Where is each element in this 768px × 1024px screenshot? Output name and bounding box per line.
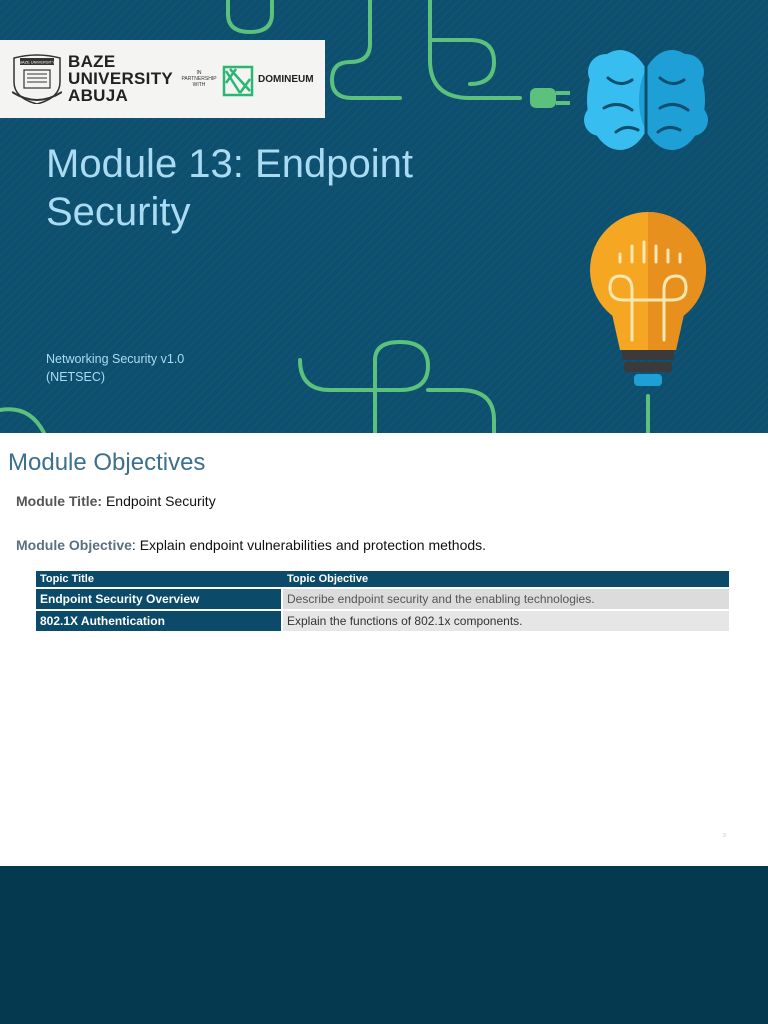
module-title-line <box>16 493 216 509</box>
course-name: Networking Security v1.0 <box>46 352 185 366</box>
partner-name: DOMINEUM <box>258 74 314 85</box>
brain-icon <box>584 50 708 150</box>
circuit-line <box>428 390 494 433</box>
page-number: 3 <box>723 833 726 839</box>
circuit-line <box>432 40 494 84</box>
circuit-line <box>228 0 272 32</box>
module-title-label: Module Title: <box>16 493 103 509</box>
topic-title-cell: Endpoint Security Overview <box>36 589 283 609</box>
course-info <box>46 350 184 386</box>
title-slide <box>0 0 768 433</box>
course-code: (NETSEC) <box>46 370 106 384</box>
topics-table <box>36 569 729 633</box>
circuit-line <box>0 409 44 433</box>
slide-title: Module 13: Endpoint Security <box>46 142 413 234</box>
domineum-logo-icon <box>222 65 254 97</box>
slide-heading: Module Objectives <box>8 449 206 476</box>
module-objective-value: : Explain endpoint vulnerabilities and protection methods. <box>131 537 487 553</box>
lightbulb-icon <box>590 212 706 386</box>
column-header-topic-title: Topic Title <box>36 571 283 587</box>
table-row <box>36 611 729 631</box>
university-crest-icon <box>12 52 62 104</box>
column-header-topic-objective: Topic Objective <box>283 571 729 587</box>
plug-icon <box>530 88 570 108</box>
university-logo <box>0 40 325 118</box>
svg-text:BAZE UNIVERSITY: BAZE UNIVERSITY <box>19 59 55 65</box>
circuit-line <box>300 342 428 433</box>
circuit-line <box>332 0 400 98</box>
topic-objective-cell: Describe endpoint security and the enabling technologies. <box>283 589 729 609</box>
partnership-text: IN PARTNERSHIP WITH <box>181 70 217 88</box>
module-objective-label: Module Objective <box>16 537 132 553</box>
module-title-value: Endpoint Security <box>105 493 216 509</box>
objectives-slide <box>0 433 768 866</box>
university-name: BAZE UNIVERSITY ABUJA <box>68 52 174 105</box>
module-objective-line <box>16 537 486 553</box>
table-header-row <box>36 571 729 587</box>
topic-objective-cell: Explain the functions of 802.1x components. <box>283 611 729 631</box>
table-row <box>36 589 729 609</box>
topic-title-cell: 802.1X Authentication <box>36 611 283 631</box>
